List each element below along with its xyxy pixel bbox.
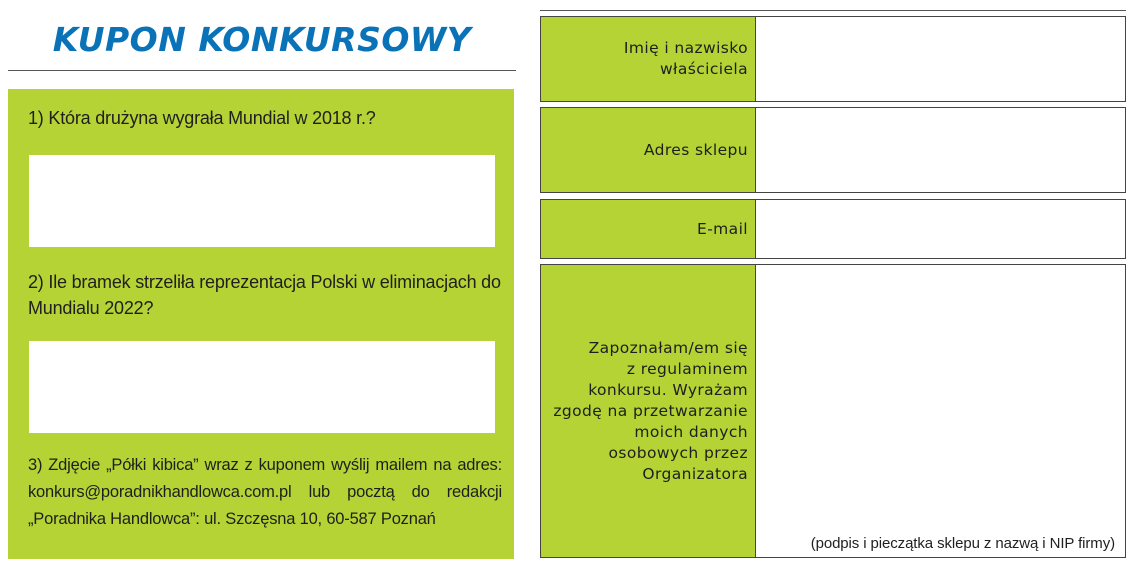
email-label: E-mail [697, 219, 748, 238]
submission-instructions: 3) Zdjęcie „Półki kibica” wraz z kuponem wyślij mailem na adres: konkurs@poradnikhandlowca.com.pl lub pocztą do redakcji „Poradnika Handlowca”: ul. Szczęsna 10, 60-587 Poznań [28, 456, 502, 528]
owner-name-field[interactable] [756, 17, 1125, 101]
form-top-divider [540, 10, 1126, 11]
answer-1-field[interactable] [29, 155, 495, 247]
email-label-cell [541, 200, 756, 258]
signature-note: (podpis i pieczątka sklepu z nazwą i NIP firmy) [810, 535, 1115, 552]
email-row [540, 199, 1126, 259]
shop-address-field[interactable] [756, 108, 1125, 192]
questions-panel [8, 89, 514, 559]
email-field[interactable] [756, 200, 1125, 258]
address-row [540, 107, 1126, 193]
owner-label-cell [541, 17, 756, 101]
signature-field[interactable] [756, 265, 1125, 557]
question-2: 2) Ile bramek strzeliła reprezentacja Polski w eliminacjach do Mundialu 2022? [28, 272, 501, 318]
title-divider [8, 70, 516, 71]
address-label-cell [541, 108, 756, 192]
address-label: Adres sklepu [643, 140, 748, 159]
question-1: 1) Która drużyna wygrała Mundial w 2018 r.? [28, 108, 376, 128]
owner-row [540, 16, 1126, 102]
owner-label: Imię i nazwisko właściciela [623, 39, 748, 78]
answer-2-field[interactable] [29, 341, 495, 433]
consent-row [540, 264, 1126, 558]
consent-text: Zapoznałam/em się z regulaminem konkursu. Wyrażam zgodę na przetwarzanie moich danych osobowych przez Organizatora [553, 338, 748, 483]
consent-label-cell [541, 265, 756, 557]
coupon-title: KUPON KONKURSOWY [52, 20, 472, 59]
